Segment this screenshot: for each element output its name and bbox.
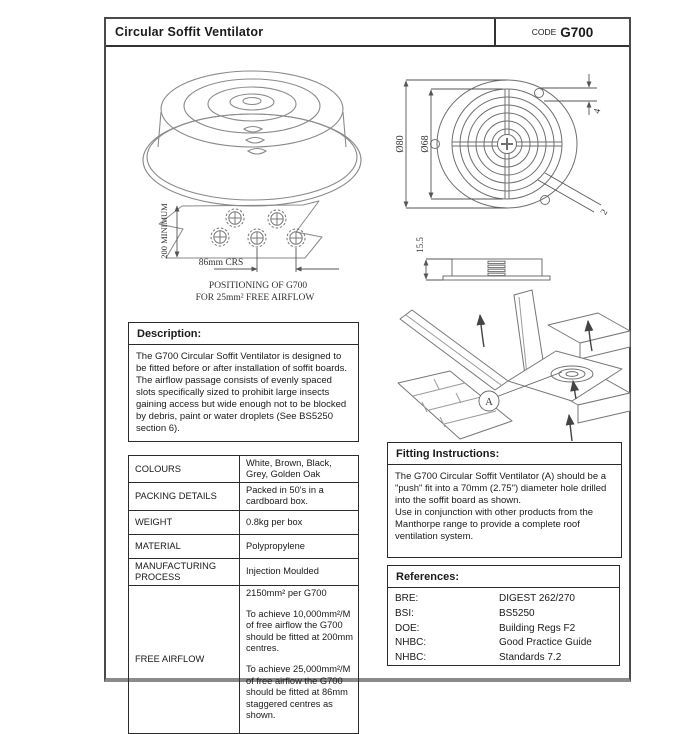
reference-row xyxy=(395,592,612,607)
table-row xyxy=(129,510,359,534)
spec-label: MANUFACTURING PROCESS xyxy=(129,558,240,585)
spec-label: WEIGHT xyxy=(129,510,240,534)
references-title: References: xyxy=(388,566,619,588)
description-body: The G700 Circular Soffit Ventilator is designed to be fitted before or after installation of soffit boards. The airflow passage consists of evenly spaced slots specifically sized to prohibit large insects gaining access but wide enough not to be blocked by debris, paint or water droplets (See BS5250 section 6). xyxy=(136,351,348,434)
spec-label: MATERIAL xyxy=(129,534,240,558)
spec-value: White, Brown, Black, Grey, Golden Oak xyxy=(240,456,359,483)
dim-height: 15.5 xyxy=(415,237,425,253)
reference-label: BRE: xyxy=(395,593,419,604)
reference-value: Building Regs F2 xyxy=(499,622,576,634)
fitting-title: Fitting Instructions: xyxy=(388,443,621,465)
dim-86mm-crs: 86mm CRS xyxy=(198,258,244,268)
dim-200-minimum: 200 MINIMUM xyxy=(159,203,169,259)
fitting-paragraph-2: Use in conjunction with other products from the Manthorpe range to provide a complete roof ventilation system. xyxy=(395,506,594,542)
description-title: Description: xyxy=(129,323,358,345)
table-row xyxy=(129,483,359,510)
dim-slot-width: 2 xyxy=(599,207,611,218)
code-label: CODE xyxy=(531,27,557,37)
product-code xyxy=(494,19,629,45)
spec-value: Injection Moulded xyxy=(240,558,359,585)
vent-symbols xyxy=(211,209,305,247)
airflow-paragraph: To achieve 10,000mm²/M of free airflow the G700 should be fitted at 200mm centres. xyxy=(246,608,353,654)
plan-view-drawing xyxy=(391,59,633,223)
spec-value: Polypropylene xyxy=(240,534,359,558)
fitting-paragraph-1: The G700 Circular Soffit Ventilator (A) should be a "push" fit into a 70mm (2.75") diameter hole drilled into the soffit board as shown. xyxy=(395,471,607,506)
dim-outer-diameter: Ø80 xyxy=(395,135,406,153)
spec-label: FREE AIRFLOW xyxy=(129,585,240,733)
reference-row xyxy=(395,651,612,666)
reference-value: BS5250 xyxy=(499,607,535,619)
positioning-diagram xyxy=(146,191,364,325)
table-row xyxy=(129,585,359,733)
reference-label: DOE: xyxy=(395,622,420,634)
datasheet-page xyxy=(104,17,631,721)
spec-value: Packed in 50's in a cardboard box. xyxy=(240,483,359,510)
table-row xyxy=(129,558,359,585)
airflow-paragraph: 2150mm² per G700 xyxy=(246,587,327,598)
side-view-drawing xyxy=(391,223,633,297)
table-row xyxy=(129,534,359,558)
part-label-a: A xyxy=(485,397,493,408)
spec-label: COLOURS xyxy=(129,456,240,483)
reference-value: Standards 7.2 xyxy=(499,652,562,664)
header-bar xyxy=(106,19,629,47)
reference-label: BSI: xyxy=(395,607,414,619)
reference-row xyxy=(395,607,612,622)
positioning-caption-line1: POSITIONING OF G700 xyxy=(208,281,308,291)
dim-inner-diameter: Ø68 xyxy=(420,135,431,153)
specification-table xyxy=(128,455,359,721)
page-title: Circular Soffit Ventilator xyxy=(115,25,264,39)
references-box xyxy=(387,565,620,666)
ventilator-isometric-drawing xyxy=(134,57,364,209)
table-row xyxy=(129,456,359,483)
reference-row xyxy=(395,636,612,651)
spec-label: PACKING DETAILS xyxy=(129,483,240,510)
code-value: G700 xyxy=(560,24,594,40)
description-box xyxy=(128,322,359,442)
installation-drawing xyxy=(396,289,632,447)
reference-label: NHBC: xyxy=(395,637,427,649)
reference-value: DIGEST 262/270 xyxy=(499,593,575,604)
spec-value: 0.8kg per box xyxy=(240,510,359,534)
airflow-paragraph: To achieve 25,000mm²/M of free airflow the G700 should be fitted at 86mm staggered centres as shown. xyxy=(246,663,351,721)
reference-label: NHBC: xyxy=(395,652,427,664)
spec-value xyxy=(240,585,359,733)
dim-slot-pitch: 4 xyxy=(592,107,604,115)
fitting-instructions-box xyxy=(387,442,622,558)
reference-value: Good Practice Guide xyxy=(499,637,592,649)
reference-row xyxy=(395,622,612,637)
positioning-caption-line2: FOR 25mm² FREE AIRFLOW xyxy=(195,293,315,303)
